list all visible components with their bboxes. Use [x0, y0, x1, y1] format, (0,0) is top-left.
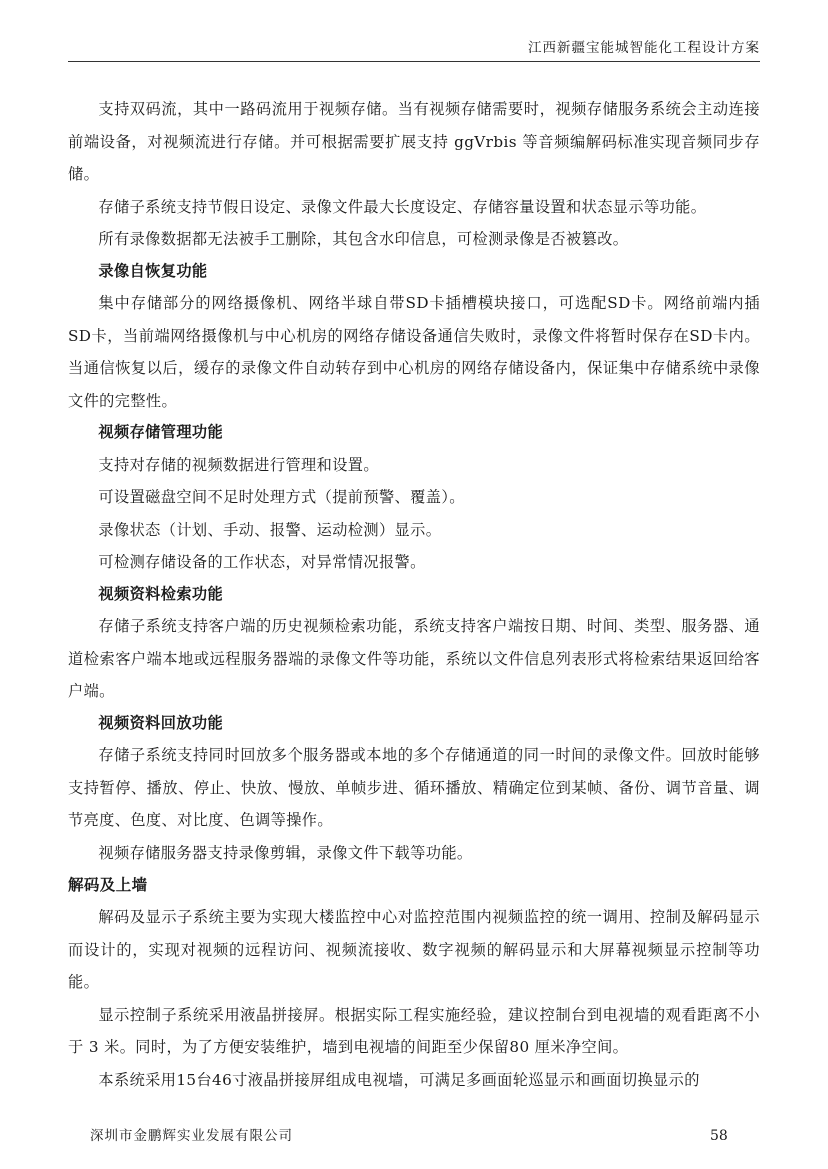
paragraph: 所有录像数据都无法被手工删除，其包含水印信息，可检测录像是否被篡改。 — [98, 230, 629, 248]
paragraph: 存储子系统支持节假日设定、录像文件最大长度设定、存储容量设置和状态显示等功能。 — [98, 197, 707, 216]
paragraph: 可检测存储设备的工作状态，对异常情况报警。 — [98, 553, 426, 571]
paragraph: 录像状态（计划、手动、报警、运动检测）显示。 — [98, 520, 442, 539]
page-number: 58 — [710, 1128, 728, 1144]
section-heading: 录像自恢复功能 — [98, 261, 208, 280]
paragraph: 支持对存储的视频数据进行管理和设置。 — [98, 455, 379, 474]
section-heading: 视频资料检索功能 — [98, 584, 224, 603]
paragraph: 本系统采用15台46寸液晶拼接屏组成电视墙，可满足多画面轮巡显示和画面切换显示的 — [98, 1070, 700, 1089]
paragraph: 存储子系统支持客户端的历史视频检索功能，系统支持客户端按日期、时间、类型、服务器、通道检索客户端本地或远程服务器端的录像文件等功能，系统以文件信息列表形式将检索结果返回给客户端。 — [68, 617, 760, 700]
paragraph: 视频存储服务器支持录像剪辑，录像文件下载等功能。 — [98, 843, 473, 862]
paragraph: 集中存储部分的网络摄像机、网络半球自带SD卡插槽模块接口，可选配SD卡。网络前端内插SD卡，当前端网络摄像机与中心机房的网络存储设备通信失败时，录像文件将暂时保存在SD卡内。当通信恢复以后，缓存的录像文件自动转存到中心机房的网络存储设备内，保证集中存储系统中录像文件的完整性。 — [68, 294, 760, 410]
paragraph: 可设置磁盘空间不足时处理方式（提前预警、覆盖）。 — [98, 488, 465, 506]
paragraph: 显示控制子系统采用液晶拼接屏。根据实际工程实施经验，建议控制台到电视墙的观看距离不小于 3 米。同时，为了方便安装维护，墙到电视墙的间距至少保留80 厘米净空间。 — [68, 1005, 760, 1056]
document-body — [68, 93, 760, 1096]
page-header-title: 江西新疆宝能城智能化工程设计方案 — [528, 40, 760, 56]
section-heading: 视频存储管理功能 — [98, 423, 224, 441]
section-heading: 视频资料回放功能 — [98, 713, 224, 732]
header-divider — [68, 61, 760, 62]
paragraph: 解码及显示子系统主要为实现大楼监控中心对监控范围内视频监控的统一调用、控制及解码显示而设计的，实现对视频的远程访问、视频流接收、数字视频的解码显示和大屏幕视频显示控制等功能。 — [68, 908, 760, 991]
paragraph: 存储子系统支持同时回放多个服务器或本地的多个存储通道的同一时间的录像文件。回放时能够支持暂停、播放、停止、快放、慢放、单帧步进、循环播放、精确定位到某帧、备份、调节音量、调节亮度、色度、对比度、色调等操作。 — [68, 746, 760, 829]
footer-company-name: 深圳市金鹏辉实业发展有限公司 — [90, 1128, 293, 1144]
paragraph: 支持双码流，其中一路码流用于视频存储。当有视频存储需要时，视频存储服务系统会主动连接前端设备，对视频流进行存储。并可根据需要扩展支持 ggVrbis 等音频编解码标准实现音频同步存储。 — [68, 100, 760, 183]
major-heading: 解码及上墙 — [68, 876, 148, 894]
